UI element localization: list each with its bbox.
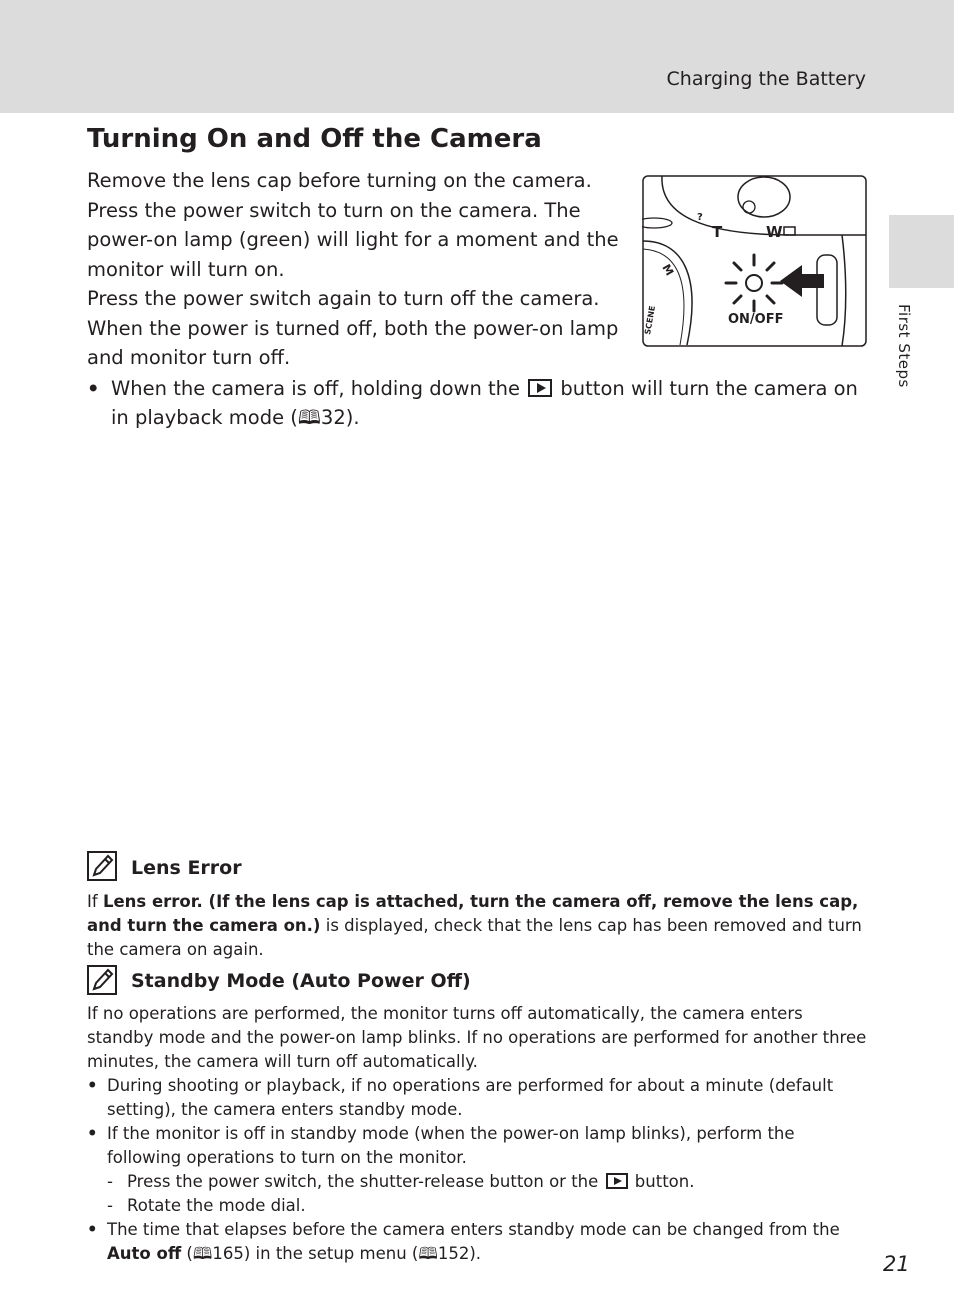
camera-power-switch-illustration — [642, 175, 867, 347]
standby-paragraph: If no operations are performed, the monitor turns off automatically, the camera enters standby mode and the power-on lamp blinks. If no operations are performed for another three minutes, the camera will turn off automatically. — [87, 1004, 867, 1071]
header-band — [0, 0, 954, 113]
playback-bullet — [87, 375, 867, 432]
book-reference-icon: 🕮 — [192, 1244, 213, 1263]
list-item: • During shooting or playback, if no operations are performed for about a minute (default setting), the camera enters standby mode. — [87, 1076, 834, 1119]
bullet-text-end: ). — [345, 405, 360, 429]
bullet-dot: • — [87, 377, 100, 400]
standby-bullet-list — [87, 1074, 867, 1266]
playback-button-icon — [606, 1173, 628, 1189]
pencil-note-icon — [87, 965, 117, 995]
side-tab-label: First Steps — [895, 304, 913, 388]
power-lamp-icon — [726, 255, 782, 311]
standby-heading: Standby Mode (Auto Power Off) — [131, 970, 471, 992]
lens-error-heading: Lens Error — [131, 857, 242, 879]
page-title: Turning On and Off the Camera — [87, 124, 542, 154]
bullet-text-middle: button will turn the camera on in playback mode ( — [111, 377, 858, 429]
bullet-text-start: When the camera is off, holding down the — [111, 377, 521, 400]
lens-error-text: If Lens error. (If the lens cap is attached, turn the camera off, remove the lens cap, and turn the camera on.) is displayed, check that the lens cap has been removed and turn the camera on again. — [87, 892, 862, 959]
list-item-dash: - Press the power switch, the shutter-release button or the button. — [107, 1172, 695, 1191]
power-switch-label: ON/OFF — [728, 312, 784, 327]
zoom-wide-label: W — [766, 223, 783, 241]
zoom-tele-label: T — [712, 223, 723, 241]
pencil-note-icon — [87, 851, 117, 881]
help-icon: ? — [697, 212, 703, 223]
bullet-ref-number: 32 — [320, 405, 346, 429]
side-tab — [889, 215, 954, 288]
power-switch — [817, 255, 837, 325]
mode-dial-label-m: M — [659, 262, 677, 278]
list-item: • The time that elapses before the camera enters standby mode can be changed from the Auto off (🕮165) in the setup menu (🕮152). — [87, 1218, 867, 1266]
intro-paragraph-2: Press the power switch again to turn off the camera. When the power is turned off, both the power-on lamp and monitor turn off. — [87, 287, 619, 369]
lens-error-message: Lens error. (If the lens cap is attached, turn the camera off, remove the lens cap, and turn the camera on.) — [87, 892, 859, 935]
book-reference-icon: 🕮 — [418, 1244, 438, 1263]
svg-text:SCENE: SCENE — [643, 304, 658, 336]
auto-off-setting: Auto off — [107, 1244, 182, 1263]
intro-paragraph-1: Remove the lens cap before turning on the camera. Press the power switch to turn on the camera. The power-on lamp (green) will light for a moment and the monitor will turn on. — [87, 169, 619, 281]
playback-button-icon — [528, 379, 552, 397]
section-title: Charging the Battery — [666, 68, 866, 90]
book-reference-icon: 🕮 — [297, 405, 321, 429]
intro-text — [87, 166, 627, 373]
list-item: • If the monitor is off in standby mode (when the power-on lamp blinks), perform the following operations to turn on the monitor. — [87, 1124, 795, 1167]
list-item-dash: - Rotate the mode dial. — [107, 1196, 306, 1215]
page-number: 21 — [883, 1252, 910, 1276]
